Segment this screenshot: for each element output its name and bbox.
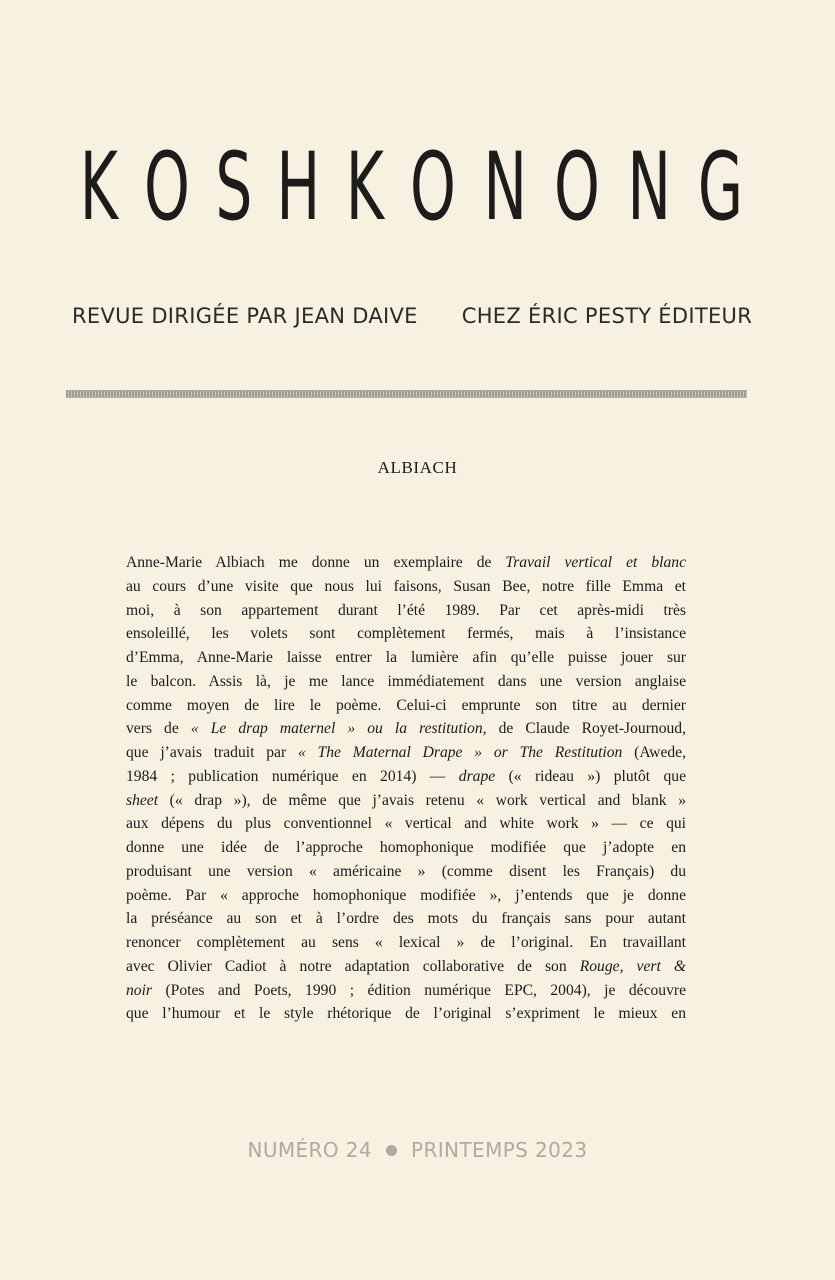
- text-line: [126, 622, 686, 646]
- masthead-title: [68, 128, 748, 248]
- text-line: [126, 717, 686, 741]
- editor-credit: REVUE DIRIGÉE PAR JEAN DAIVE: [72, 304, 418, 328]
- masthead-letter: H: [276, 133, 321, 242]
- text-run: d’Emma, Anne-Marie laisse entrer la lumière afin qu’elle puisse jouer sur: [126, 649, 686, 666]
- text-run: comme moyen de lire le poème. Celui-ci emprunte son titre au dernier: [126, 696, 686, 714]
- text-run: de Claude Royet-Journoud,: [486, 720, 686, 738]
- text-run: renoncer complètement au sens « lexical » de l’original. En travaillant: [126, 934, 686, 951]
- text-run: moi, à son appartement durant l’été 1989. Par cet après-midi très: [126, 601, 686, 619]
- italic-text-run: Rouge, vert &: [579, 957, 687, 975]
- text-run: donne une idée de l’approche homophonique modifiée que j’adopte en: [126, 839, 686, 856]
- article-title: ALBIACH: [377, 458, 458, 477]
- text-line: [126, 694, 686, 718]
- text-run: vers de: [126, 720, 191, 738]
- italic-text-run: « Le drap maternel » ou la restitution,: [190, 720, 487, 738]
- text-run: (« drap »), de même que j’avais retenu « work vertical and blank »: [158, 791, 686, 809]
- text-line: [126, 812, 686, 836]
- issue-season: PRINTEMPS 2023: [411, 1138, 588, 1162]
- text-line: [126, 907, 686, 931]
- issue-number: NUMÉRO 24: [247, 1138, 372, 1162]
- text-line: [126, 860, 686, 884]
- text-line: [126, 1002, 686, 1026]
- masthead-letter: O: [409, 133, 456, 242]
- text-line: [126, 979, 686, 1003]
- text-line: [126, 670, 686, 694]
- article-body: [126, 551, 686, 1026]
- masthead-letter: S: [214, 133, 252, 242]
- italic-text-run: Travail vertical et blanc: [505, 554, 686, 571]
- bullet-separator: [386, 1145, 397, 1156]
- text-run: le balcon. Assis là, je me lance immédiatement dans une version anglaise: [126, 672, 686, 690]
- text-line: [126, 884, 686, 908]
- text-line: [126, 741, 686, 765]
- text-run: ensoleillé, les volets sont complètement fermés, mais à l’insistance: [126, 625, 686, 643]
- publisher-credit: CHEZ ÉRIC PESTY ÉDITEUR: [461, 304, 753, 328]
- italic-text-run: « The Maternal Drape » or The Restitution: [297, 744, 623, 761]
- text-run: aux dépens du plus conventionnel « vertical and white work » — ce qui: [126, 815, 686, 833]
- text-run: que j’avais traduit par: [126, 744, 298, 761]
- masthead-letter: K: [79, 133, 118, 242]
- text-run: (Awede,: [622, 744, 686, 761]
- text-line: [126, 836, 686, 860]
- text-line: [126, 646, 686, 670]
- text-run: poème. Par « approche homophonique modifiée », j’entends que je donne: [126, 886, 686, 904]
- text-run: que l’humour et le style rhétorique de l’original s’expriment le mieux en: [126, 1005, 686, 1023]
- text-line: [126, 789, 686, 813]
- masthead-letter: O: [554, 133, 600, 242]
- masthead-letter: K: [345, 133, 384, 242]
- italic-text-run: noir: [126, 981, 152, 999]
- masthead-letter: N: [627, 133, 671, 242]
- text-run: la préséance au son et à l’ordre des mots du français sans pour autant: [126, 910, 686, 928]
- masthead-letter: O: [143, 133, 190, 242]
- text-line: [126, 551, 686, 575]
- text-line: [126, 599, 686, 623]
- italic-text-run: sheet: [126, 791, 159, 809]
- text-line: [126, 765, 686, 789]
- text-line: [126, 931, 686, 955]
- text-run: Anne-Marie Albiach me donne un exemplaire de: [126, 554, 506, 571]
- text-run: (Potes and Poets, 1990 ; édition numérique EPC, 2004), je découvre: [152, 981, 686, 999]
- text-line: [126, 575, 686, 599]
- text-run: produisant une version « américaine » (comme disent les Français) du: [126, 862, 686, 880]
- masthead-letter: N: [483, 133, 527, 242]
- header-rule: [66, 390, 747, 398]
- masthead-letter: G: [698, 133, 744, 242]
- italic-text-run: drape: [458, 767, 496, 785]
- text-run: (« rideau ») plutôt que: [495, 767, 686, 785]
- text-run: 1984 ; publication numérique en 2014) —: [126, 767, 459, 785]
- issue-footer: [0, 1138, 835, 1162]
- text-run: avec Olivier Cadiot à notre adaptation collaborative de son: [126, 957, 580, 975]
- text-line: [126, 955, 686, 979]
- text-run: au cours d’une visite que nous lui faisons, Susan Bee, notre fille Emma et: [126, 577, 686, 595]
- masthead-subtitle: [72, 304, 752, 328]
